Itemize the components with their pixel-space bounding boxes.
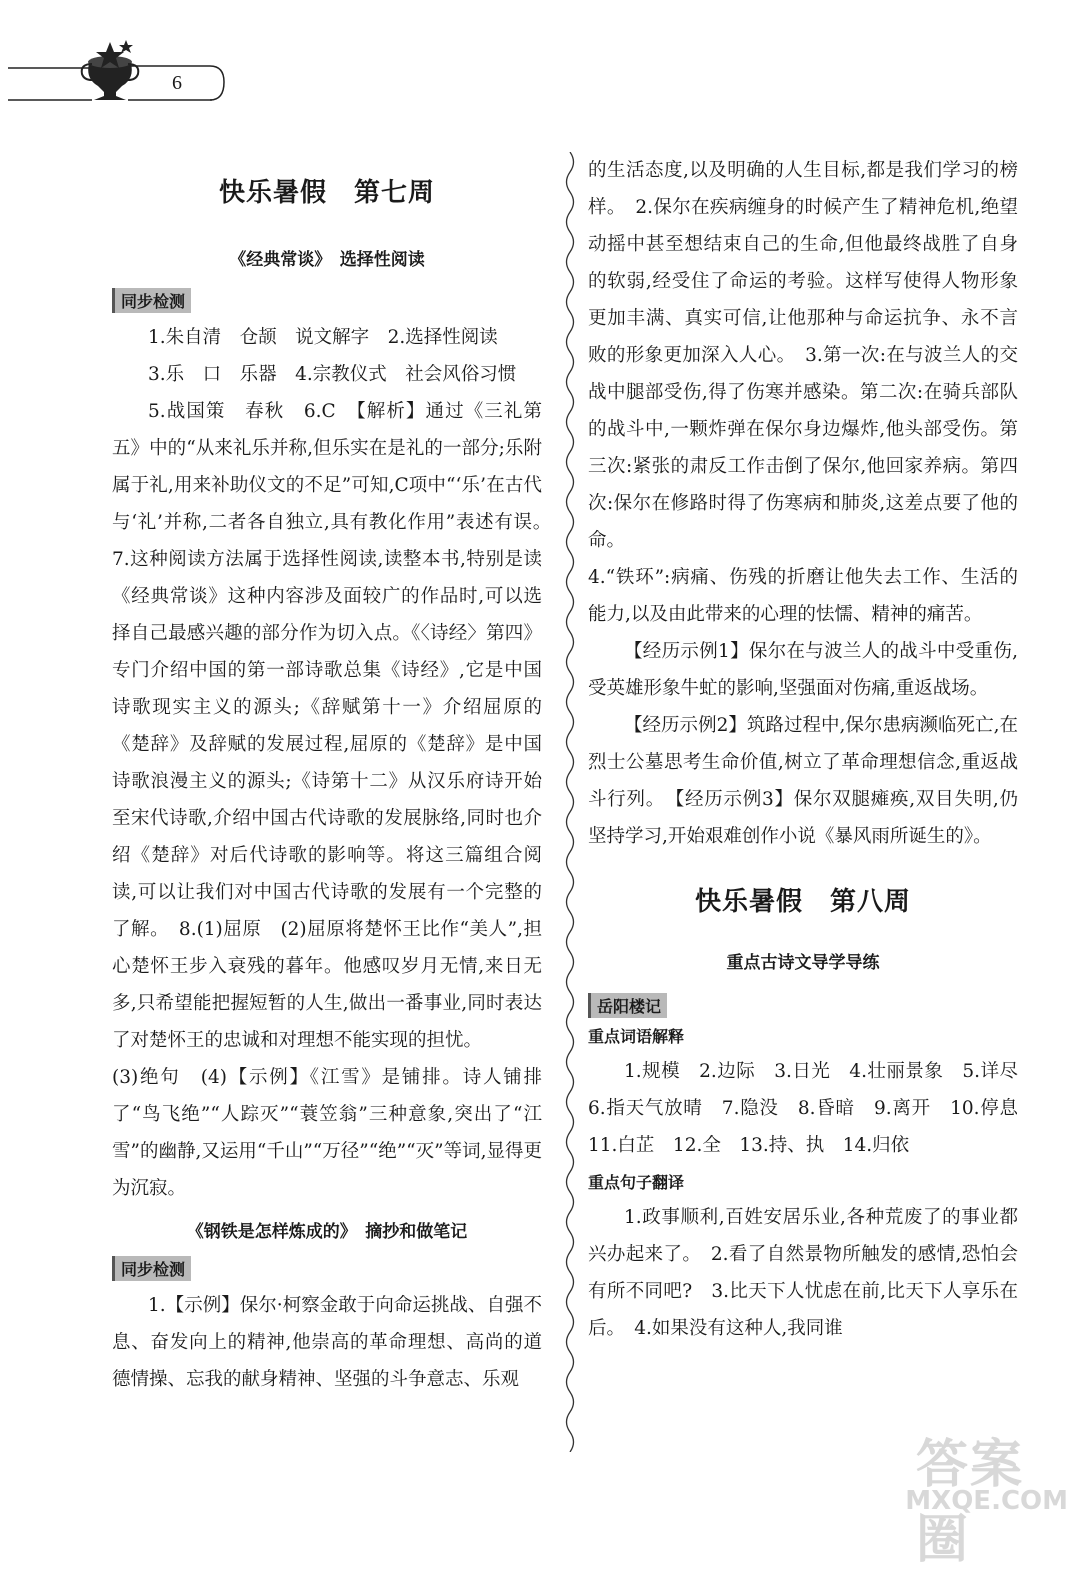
- wavy-divider: [563, 152, 577, 1452]
- answer-para-8: 【经历示例1】保尔在与波兰人的战斗中受重伤,受英雄形象牛虻的影响,坚强面对伤痛,重返战场。: [588, 641, 1018, 699]
- week8-title: 快乐暑假 第八周: [694, 887, 911, 917]
- sync-test-tag-2: 同步检测: [112, 1256, 191, 1281]
- watermark-url: MXQE.COM: [905, 1486, 1068, 1516]
- answer-para-5: 1.【示例】保尔·柯察金敢于向命运挑战、自强不息、奋发向上的精神,他崇高的革命理想、高尚的道德情操、忘我的献身精神、坚强的斗争意志、乐观: [112, 1295, 542, 1390]
- answer-para-2: 3.乐 口 乐器 4.宗教仪式 社会风俗习惯: [148, 364, 517, 385]
- yueyang-tower-tag: 岳阳楼记: [588, 993, 667, 1018]
- section-title-classics: 《经典常谈》 选择性阅读: [229, 250, 425, 270]
- answer-para-4: (3)绝句 (4)【示例】《江雪》是铺排。诗人铺排了“鸟飞绝”“人踪灭”“蓑笠翁”三种意象,突出了“江雪”的幽静,又运用“千山”“万径”“绝”“灭”等词,显得更为沉寂。: [112, 1067, 542, 1199]
- answer-para-9: 【经历示例2】筑路过程中,保尔患病濒临死亡,在烈士公墓思考生命价值,树立了革命理想信念,重返战斗行列。 【经历示例3】保尔双腿瘫痪,双目失明,仍坚持学习,开始艰难创作小说《暴风雨所诞生的》。: [588, 715, 1018, 847]
- watermark-logo: 答案圈: [916, 1435, 1025, 1570]
- trophy-icon: [0, 0, 240, 120]
- answer-para-6: 的生活态度,以及明确的人生目标,都是我们学习的榜样。 2.保尔在疾病缠身的时候产生了精神危机,绝望动摇中甚至想结束自己的生命,但他最终战胜了自身的软弱,经受住了命运的考验。这样写使得人物形象更加丰满、真实可信,让他那种与命运抗争、永不言败的形象更加深入人心。 3.第一次:在与波兰人的交战中腿部受伤,得了伤寒并感染。第二次:在骑兵部队的战斗中,一颗炸弹在保尔身边爆炸,他头部受伤。第三次:紧张的肃反工作击倒了保尔,他回家养病。第四次:保尔在修路时得了伤寒病和肺炎,这差点要了他的命。: [588, 160, 1018, 551]
- watermark: [905, 1422, 1076, 1570]
- page-header: [0, 0, 240, 120]
- right-column: [588, 152, 1037, 1347]
- translation-subheading: 重点句子翻译: [588, 1173, 685, 1192]
- section-title-ancient-poetry: 重点古诗文导学导练: [726, 953, 880, 973]
- page-number: 6: [172, 72, 182, 94]
- vocab-subheading: 重点词语解释: [588, 1027, 685, 1046]
- answer-para-1: 1.朱自清 仓颉 说文解字 2.选择性阅读: [148, 327, 498, 348]
- left-column: [112, 150, 561, 1398]
- answer-para-7: 4.“铁环”:病痛、伤残的折磨让他失去工作、生活的能力,以及由此带来的心理的怯懦、精神的痛苦。: [588, 567, 1018, 625]
- week7-title: 快乐暑假 第七周: [218, 178, 435, 208]
- vocab-answers: 1.规模 2.边际 3.日光 4.壮丽景象 5.详尽 6.指天气放晴 7.隐没 8.昏暗 9.离开 10.停息 11.白芷 12.全 13.持、执 14.归依: [588, 1061, 1037, 1156]
- answer-para-3: 5.战国策 春秋 6.C 【解析】通过《三礼第五》中的“从来礼乐并称,但乐实在是礼的一部分;乐附属于礼,用来补助仪文的不足”可知,C项中“‘乐’在古代与‘礼’并称,二者各自独立,具有教化作用”表述有误。 7.这种阅读方法属于选择性阅读,读整本书,特别是读《经典常谈》这种内容涉及面较广的作品时,可以选择自己最感兴趣的部分作为切入点。《〈诗经〉第四》专门介绍中国的第一部诗歌总集《诗经》,它是中国诗歌现实主义的源头;《辞赋第十一》介绍屈原的《楚辞》及辞赋的发展过程,屈原的《楚辞》是中国诗歌浪漫主义的源头;《诗第十二》从汉乐府诗开始至宋代诗歌,介绍中国古代诗歌的发展脉络,同时也介绍《楚辞》对后代诗歌的影响等。将这三篇组合阅读,可以让我们对中国古代诗歌的发展有一个完整的了解。 8.(1)屈原 (2)屈原将楚怀王比作“美人”,担心楚怀王步入衰残的暮年。他感叹岁月无情,来日无多,只希望能把握短暂的人生,做出一番事业,同时表达了对楚怀王的忠诚和对理想不能实现的担忧。: [112, 401, 561, 1051]
- section-title-steel: 《钢铁是怎样炼成的》 摘抄和做笔记: [186, 1222, 468, 1242]
- sync-test-tag: 同步检测: [112, 288, 191, 313]
- translation-answers: 1.政事顺利,百姓安居乐业,各种荒废了的事业都兴办起来了。 2.看了自然景物所触发的感情,恐怕会有所不同吧? 3.比天下人忧虑在前,比天下人享乐在后。 4.如果没有这种人,我同谁: [588, 1207, 1018, 1339]
